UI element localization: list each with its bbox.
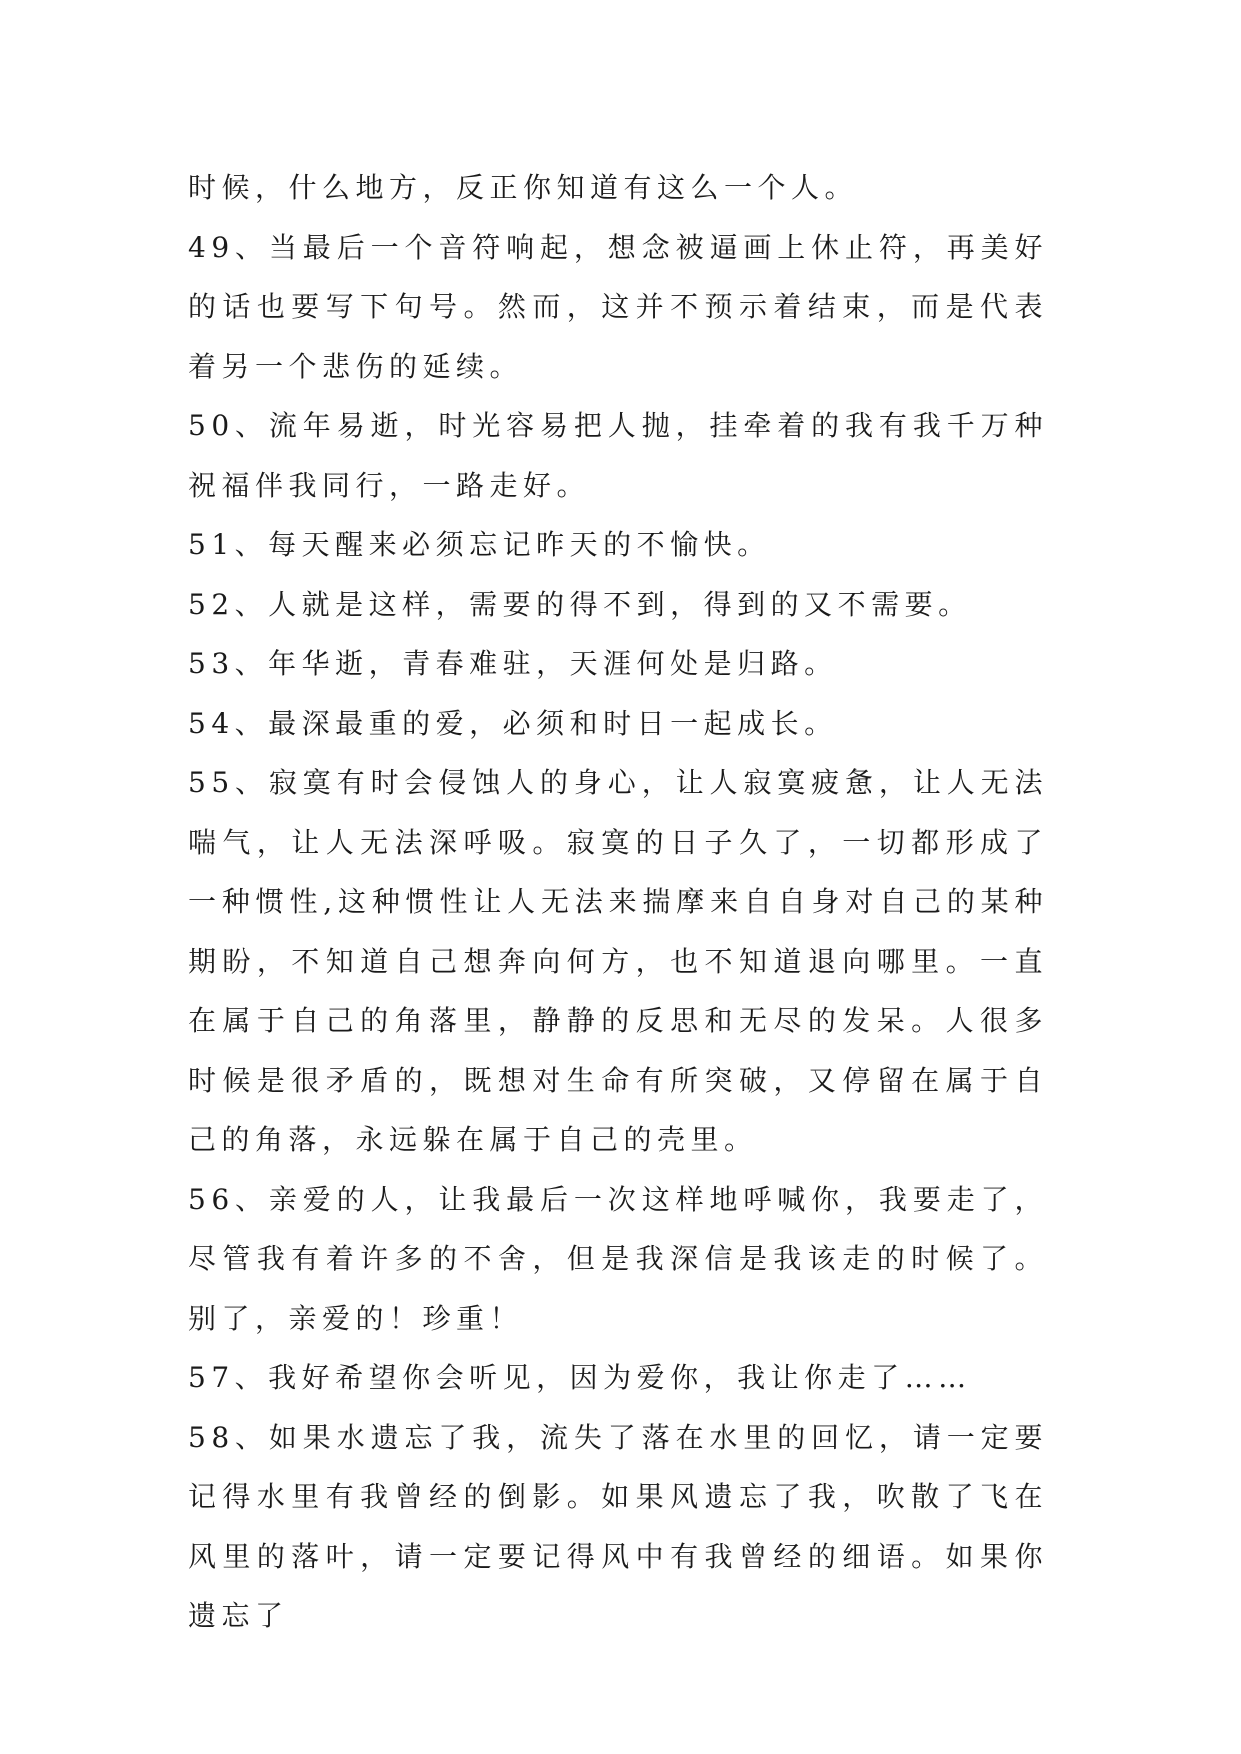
paragraph-49: 49、当最后一个音符响起，想念被逼画上休止符，再美好的话也要写下句号。然而，这并不预示着结束，而是代表着另一个悲伤的延续。 (188, 230, 1048, 383)
paragraph-50: 50、流年易逝，时光容易把人抛，挂牵着的我有我千万种祝福伴我同行，一路走好。 (188, 409, 1048, 502)
paragraph-57: 57、我好希望你会听见，因为爱你，我让你走了…… (188, 1361, 972, 1394)
paragraph-continuation: 时候，什么地方，反正你知道有这么一个人。 (188, 171, 859, 204)
paragraph-55: 55、寂寞有时会侵蚀人的身心，让人寂寞疲惫，让人无法喘气，让人无法深呼吸。寂寞的日子久了，一切都形成了一种惯性,这种惯性让人无法来揣摩来自自身对自己的某种期盼，不知道自己想奔向何方，也不知道退向哪里。一直在属于自己的角落里，静静的反思和无尽的发呆。人很多时候是很矛盾的，既想对生命有所突破，又停留在属于自己的角落，永远躲在属于自己的壳里。 (188, 766, 1048, 1156)
paragraph-51: 51、每天醒来必须忘记昨天的不愉快。 (188, 528, 771, 561)
paragraph-52: 52、人就是这样，需要的得不到，得到的又不需要。 (188, 587, 972, 621)
document-body (188, 158, 1048, 1646)
paragraph-54: 54、最深最重的爱，必须和时日一起成长。 (188, 706, 838, 740)
paragraph-56: 56、亲爱的人，让我最后一次这样地呼喊你，我要走了，尽管我有着许多的不舍，但是我深信是我该走的时候了。别了，亲爱的！珍重！ (188, 1182, 1048, 1335)
paragraph-58: 58、如果水遗忘了我，流失了落在水里的回忆，请一定要记得水里有我曾经的倒影。如果风遗忘了我，吹散了飞在风里的落叶，请一定要记得风中有我曾经的细语。如果你遗忘了 (188, 1420, 1048, 1632)
paragraph-53: 53、年华逝，青春难驻，天涯何处是归路。 (188, 647, 838, 680)
